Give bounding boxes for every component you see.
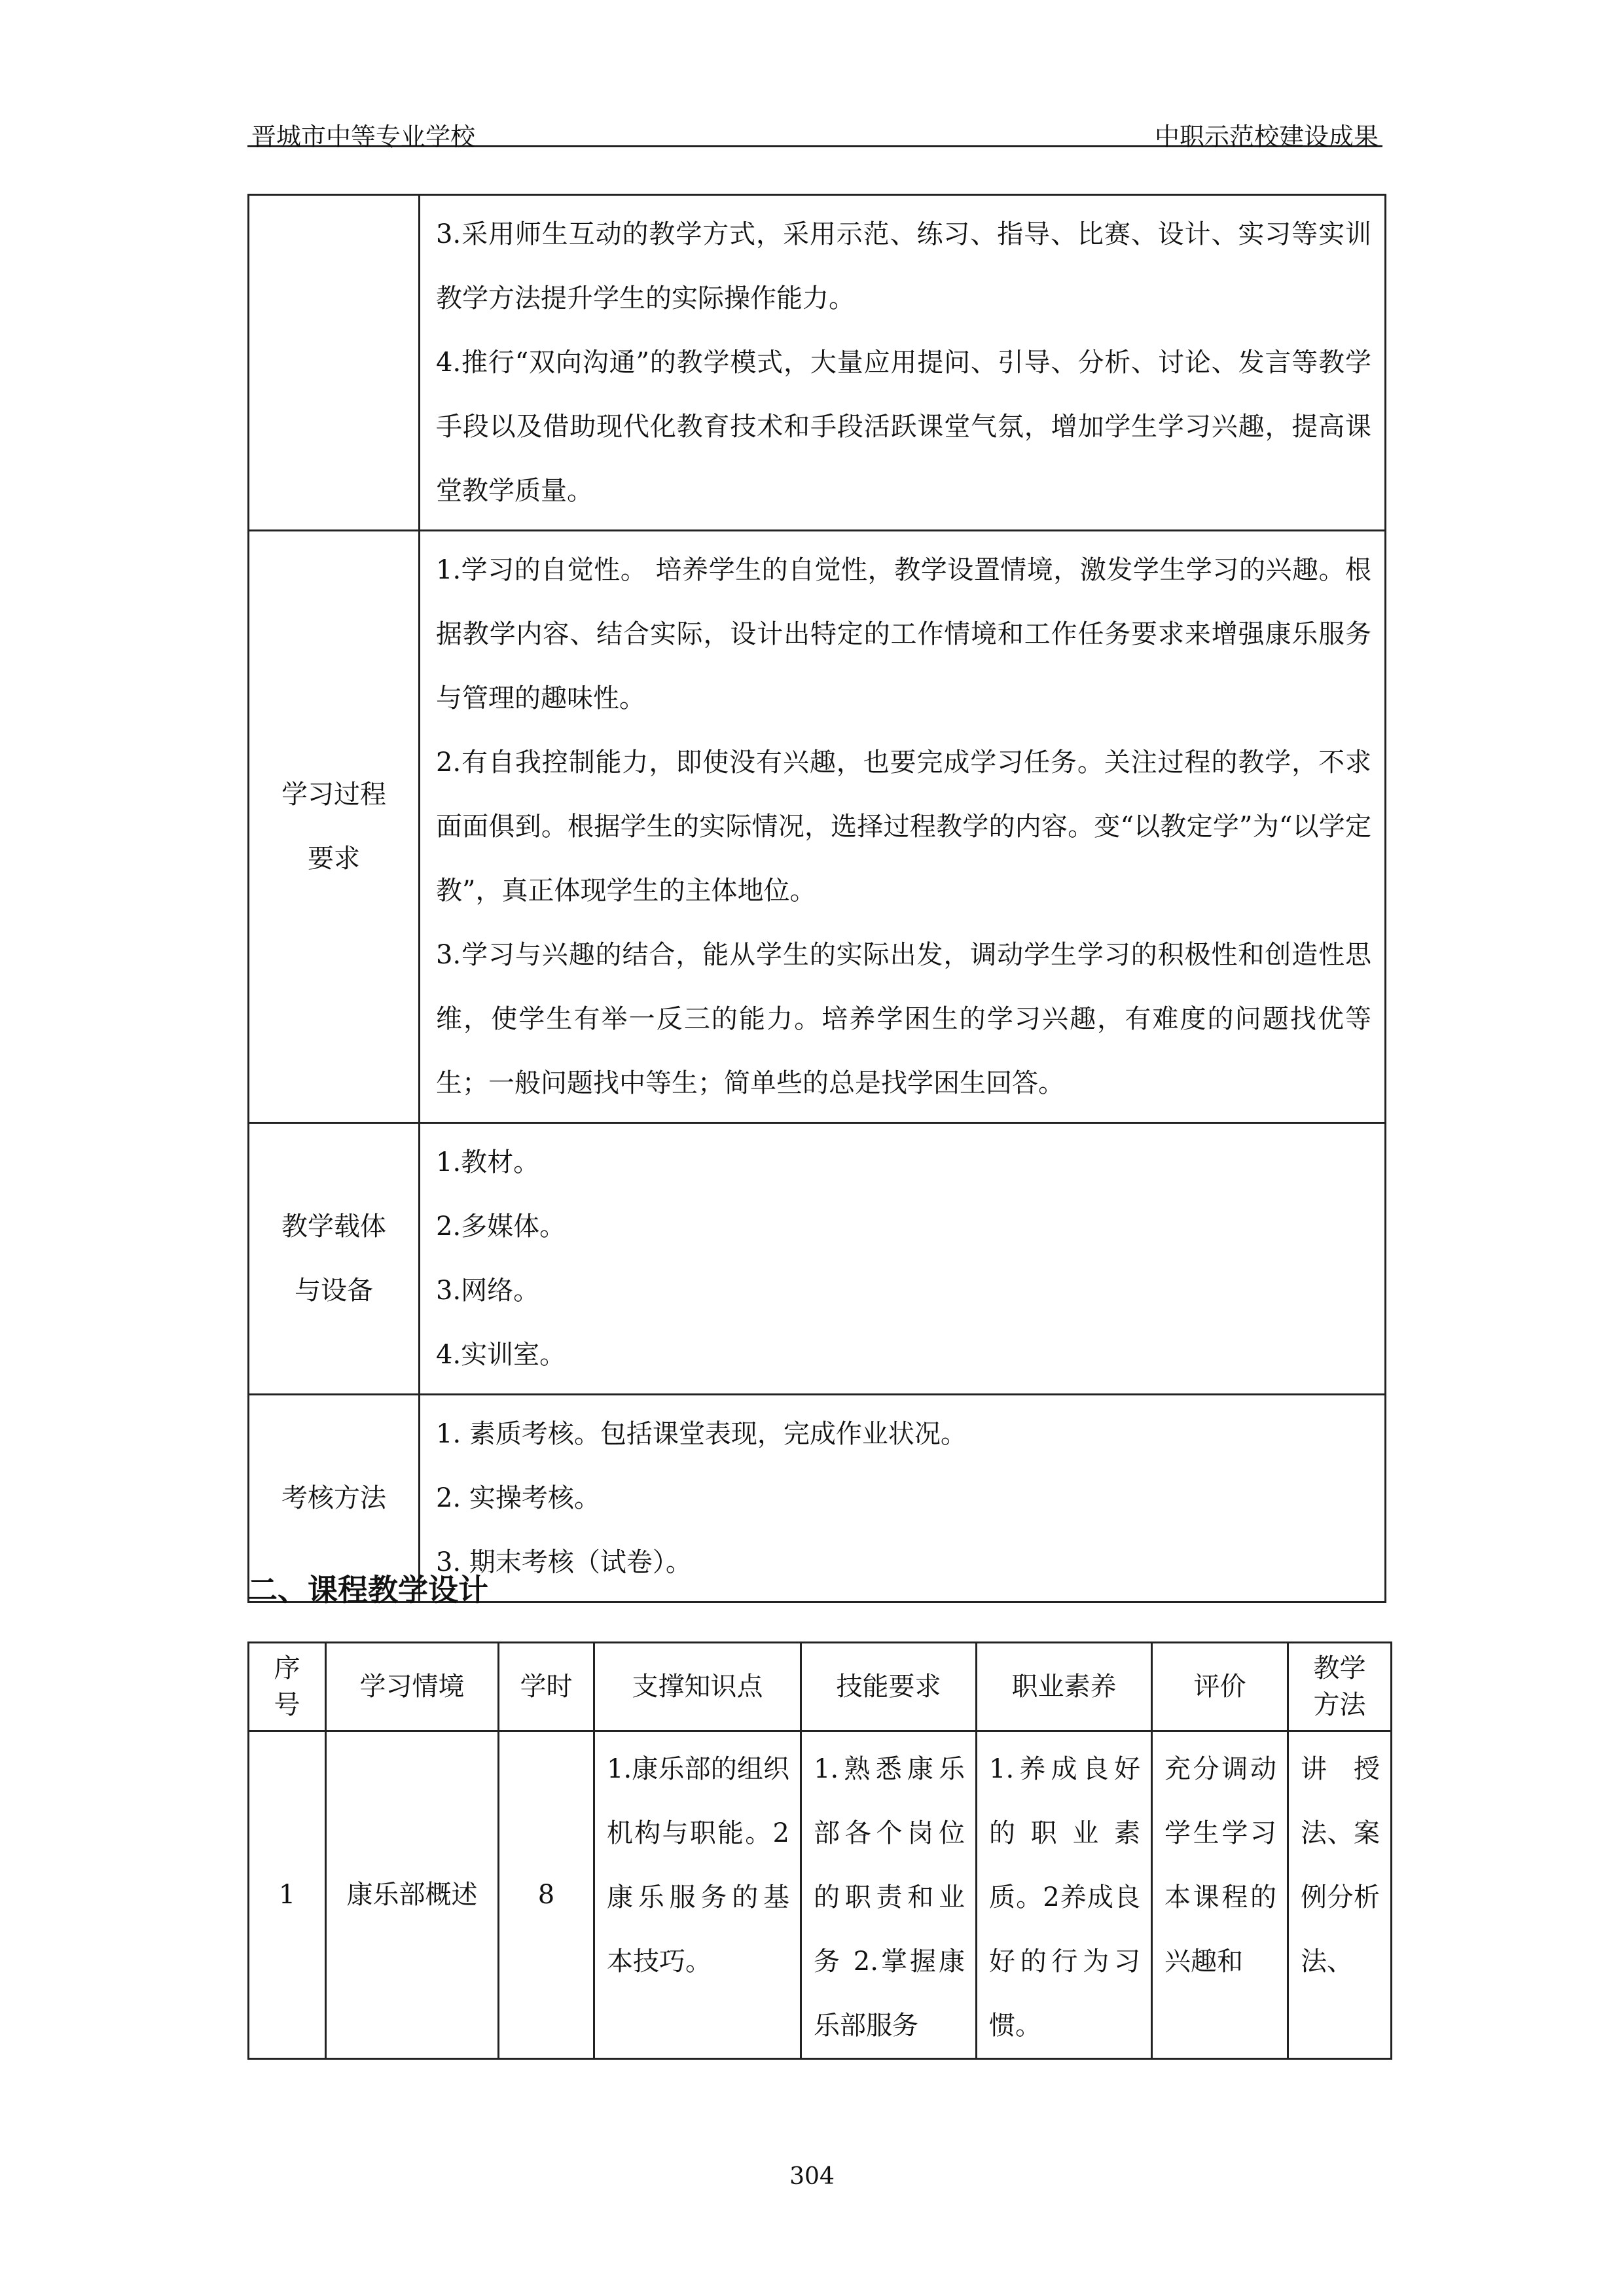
cell-no: 1 — [249, 1731, 326, 2059]
row-label-carrier — [249, 1123, 420, 1395]
cell-knowledge: 1.康乐部的组织机构与职能。2康乐服务的基本技巧。 — [594, 1731, 801, 2059]
table-row — [249, 531, 1386, 1123]
course-design-table — [247, 1641, 1392, 2060]
header-situation: 学习情境 — [326, 1643, 499, 1731]
cell-skills: 1.熟悉康乐部各个岗位的职责和业务 2.掌握康乐部服务 — [801, 1731, 977, 2059]
header-line: 序 — [274, 1653, 300, 1683]
table-row — [249, 195, 1386, 531]
label-line: 要求 — [308, 844, 360, 874]
table-row — [249, 1123, 1386, 1395]
header-method — [1288, 1643, 1392, 1731]
cell-quality: 1.养成良好的职业素质。2养成良好的行为习惯。 — [977, 1731, 1152, 2059]
label-line: 学习过程 — [281, 780, 386, 810]
row-label-assessment: 考核方法 — [249, 1395, 420, 1602]
page-number: 304 — [789, 2163, 835, 2190]
page-header — [247, 111, 1382, 151]
header-school-name: 晋城市中等专业学校 — [251, 122, 476, 151]
header-no — [249, 1643, 326, 1731]
list-item: 2.有自我控制能力，即使没有兴趣，也要完成学习任务。关注过程的教学，不求面面俱到。根据学生的实际情况，选择过程教学的内容。变“以教定学”为“以学定教”，真正体现学生的主体地位。 — [436, 747, 1371, 906]
list-item: 3.学习与兴趣的结合，能从学生的实际出发，调动学生学习的积极性和创造性思维，使学生有举一反三的能力。培养学困生的学习兴趣，有难度的问题找优等生；一般问题找中等生；简单些的总是找学困生回答。 — [436, 940, 1371, 1098]
header-evaluation: 评价 — [1152, 1643, 1288, 1731]
cell-hours: 8 — [499, 1731, 594, 2059]
list-item: 3.采用师生互动的教学方式，采用示范、练习、指导、比赛、设计、实习等实训教学方法提升学生的实际操作能力。 — [436, 219, 1371, 314]
header-line: 方法 — [1313, 1690, 1366, 1720]
row-content-methods — [420, 195, 1386, 531]
cell-situation: 康乐部概述 — [326, 1731, 499, 2059]
list-item: 3.网络。 — [436, 1276, 540, 1306]
header-knowledge: 支撑知识点 — [594, 1643, 801, 1731]
table-row — [249, 1731, 1392, 2059]
list-item: 4.推行“双向沟通”的教学模式，大量应用提问、引导、分析、讨论、发言等教学手段以及借助现代化教育技术和手段活跃课堂气氛，增加学生学习兴趣，提高课堂教学质量。 — [436, 348, 1371, 506]
header-hours: 学时 — [499, 1643, 594, 1731]
header-doc-title: 中职示范校建设成果 — [1154, 122, 1379, 151]
course-requirements-table — [247, 194, 1386, 1603]
cell-method: 讲授法、案例分析法、 — [1288, 1731, 1392, 2059]
list-item: 4.实训室。 — [436, 1340, 566, 1370]
section-title: 二、课程教学设计 — [247, 1572, 488, 1607]
header-skills: 技能要求 — [801, 1643, 977, 1731]
list-item: 1.教材。 — [436, 1147, 540, 1177]
list-item: 1.学习的自觉性。 培养学生的自觉性，教学设置情境，激发学生学习的兴趣。根据教学内容、结合实际，设计出特定的工作情境和工作任务要求来增强康乐服务与管理的趣味性。 — [436, 555, 1371, 713]
row-label-methods — [249, 195, 420, 531]
row-content-carrier — [420, 1123, 1386, 1395]
list-item: 2.多媒体。 — [436, 1211, 566, 1242]
row-label-process — [249, 531, 420, 1123]
table-header-row — [249, 1643, 1392, 1731]
header-quality: 职业素养 — [977, 1643, 1152, 1731]
header-line: 号 — [274, 1690, 300, 1720]
header-line: 教学 — [1313, 1653, 1366, 1683]
list-item: 1. 素质考核。包括课堂表现，完成作业状况。 — [436, 1419, 967, 1449]
label-line: 教学载体 — [281, 1211, 386, 1242]
label-line: 与设备 — [295, 1276, 373, 1306]
row-content-process — [420, 531, 1386, 1123]
list-item: 3. 期末考核（试卷）。 — [436, 1547, 692, 1577]
row-content-assessment — [420, 1395, 1386, 1602]
cell-evaluation: 充分调动学生学习本课程的兴趣和 — [1152, 1731, 1288, 2059]
list-item: 2. 实操考核。 — [436, 1483, 600, 1513]
